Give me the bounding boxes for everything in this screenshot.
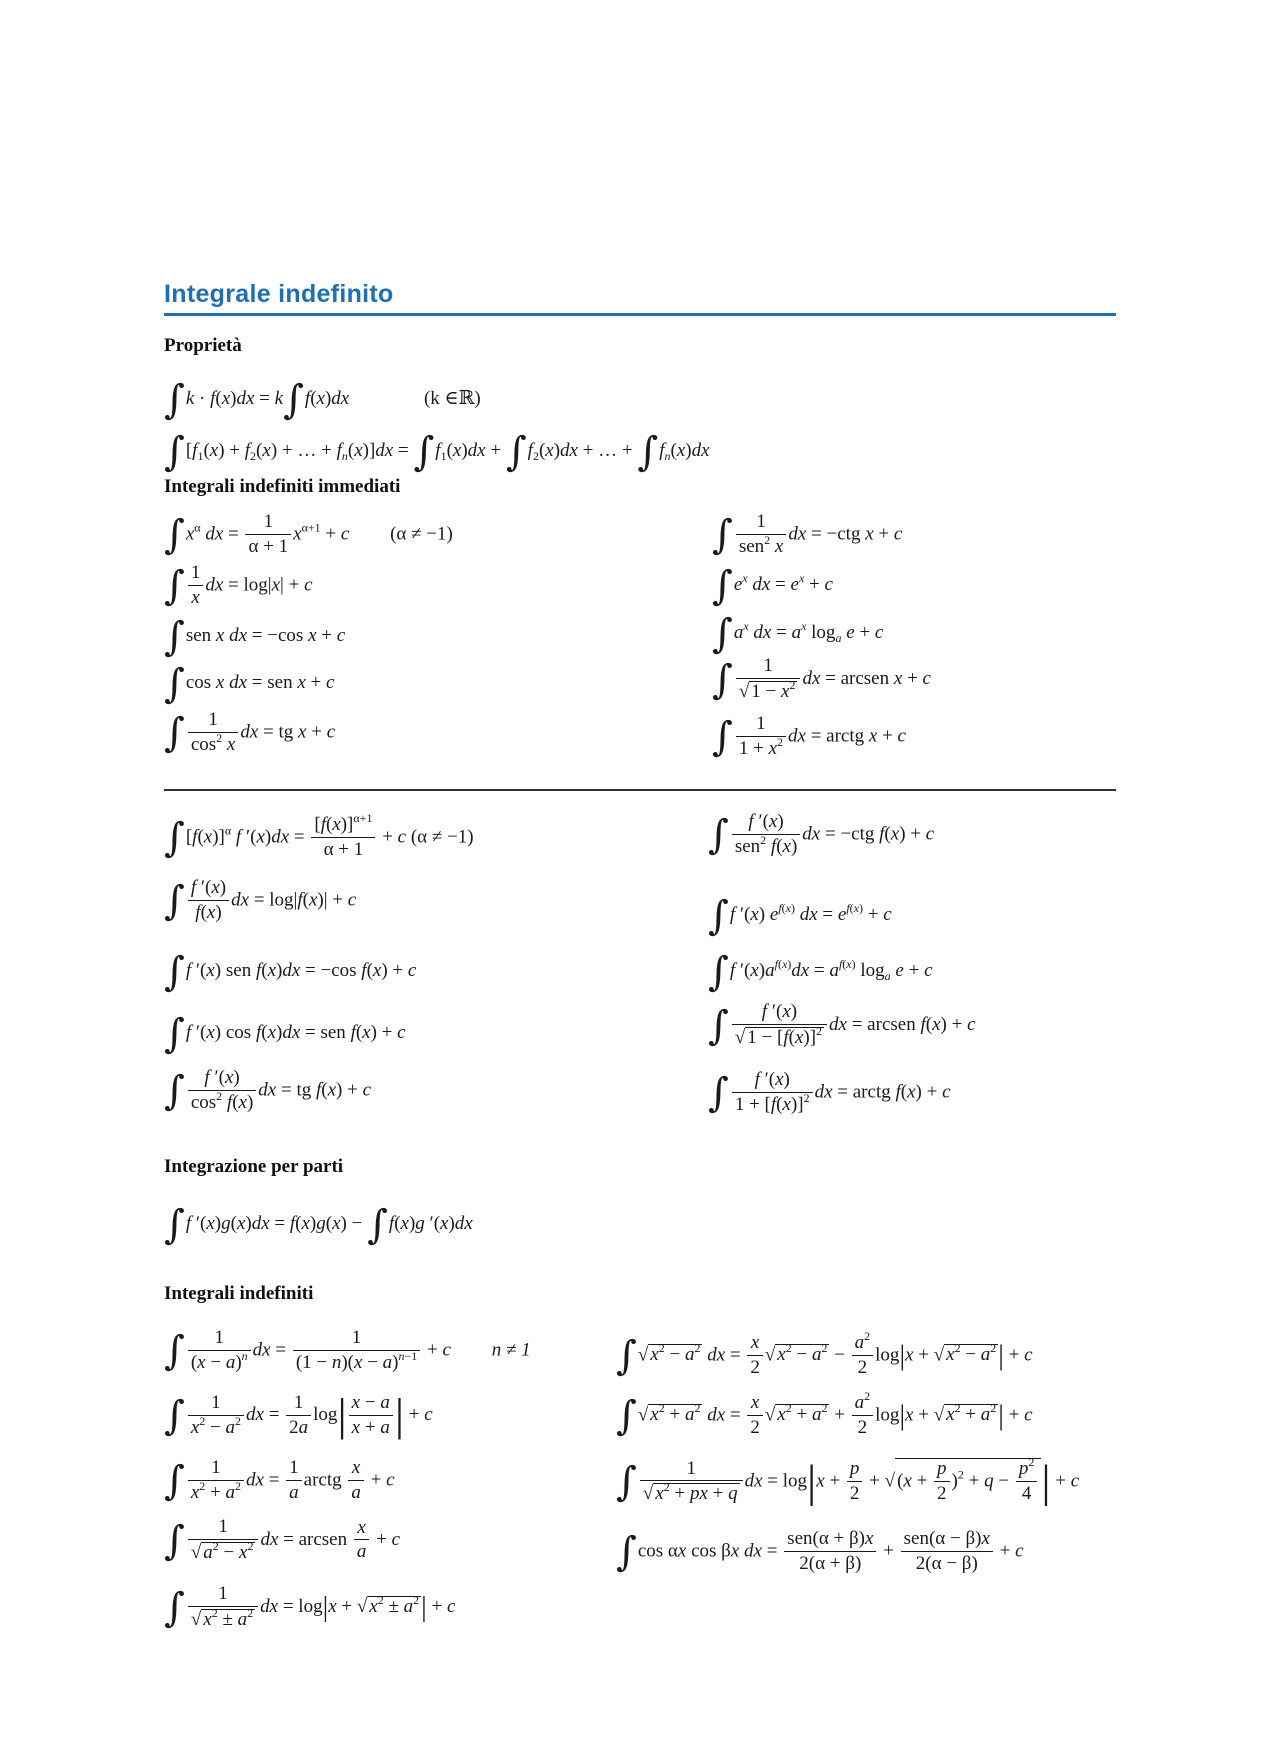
heading-proprieta: Proprietà [164,335,242,356]
formula-chain-power: $\int[f(x)]^\alpha$ f ′(x)dx = $\frac{[f(x)]^{\alpha+1}}{\alpha + 1}$ + c (α ≠ −1) [164,811,474,862]
formula-chain-cos: ∫f ′(x) cos f(x)dx = sen f(x) + c [164,1011,406,1057]
formula-partial-fraction-log: ∫ $\frac{1}{x^2 - a^2}$ dx = $\frac{1}{2a}$ log| $\frac{x - a}{x + a}$ | + c [164,1389,433,1440]
formula-arctan: ∫ $\frac{1}{1 + x^2}$ dx = arctg x + c [712,713,906,761]
formula-chain-sec2: ∫ $\frac{f '(x)}{\cos^2 f(x)}$ dx = tg f(x) + c [164,1067,372,1115]
formula-arcsin: ∫ $\frac{1}{√ 1 - x^2}$ dx = arcsen x + c [712,655,931,703]
formula-exp: $\int e^x$ dx = $e^x + c$ [712,563,833,609]
formula-log-sqrt: ∫ $\frac{1}{√ x^2 \pm a^2}$ dx = log|x + √ $x^2 \pm a^2| + c$ [164,1583,456,1631]
formula-sqrt-x2-plus-a2: ∫√ $x^2 + a^2$ dx = $\frac{x}{2}$ √ $x^2 + a^2$ + $\frac{a^2}{2}$ log|x + √ $x^2 + a^2| + c$ [616,1389,1033,1440]
formula-arctan-a: ∫ $\frac{1}{x^2 + a^2}$ dx = $\frac{1}{a}$ arctg $\frac{x}{a}$ + c [164,1457,395,1505]
heading-indefiniti: Integrali indefiniti [164,1283,314,1304]
formula-sec2: ∫ $\frac{1}{\cos^2 x}$ dx = tg x + c [164,709,336,757]
heading-per-parti: Integrazione per parti [164,1156,344,1177]
formula-cos: ∫cos x dx = sen x + c [164,661,335,707]
formula-linearity-constant: ∫k · f(x)dx = k∫f(x)dx (k ∈ℝ) [164,377,481,423]
formula-exp-base-a: $\int a^x$ dx = $a^x$ $\log_a e + c$ [712,611,884,657]
formula-integration-by-parts: ∫f ′(x)g(x)dx = f(x)g(x) − ∫f(x)g ′(x)dx [164,1202,473,1248]
formula-cos-product: ∫cos αx cos βx dx = $\frac{\text{sen(α + β)x}}{2(\alpha + \beta)}$ + $\frac{\text{sen(α − β)x}}{2(\alpha - \beta)}$ + c [616,1528,1024,1576]
section-divider [164,789,1116,791]
heading-immediati: Integrali indefiniti immediati [164,476,401,497]
formula-csc2: ∫ $\frac{1}{sen^2 x}$ dx = −ctg x + c [712,511,903,559]
formula-chain-arcsin: ∫ $\frac{f '(x)}{√ 1 - [f(x)]^2}$ dx = arcsen f(x) + c [708,1001,976,1049]
formula-reciprocal: ∫ $\frac{1}{x}$ dx = log|x| + c [164,562,313,610]
formula-quadratic-log: ∫ $\frac{1}{√ x^2 + px + q}$ dx = log|x + $\frac{p}{2}$ + √ (x + $\frac{p}{2}$ )$^2$ + q − $\frac{p^2}{4}$ | + c [616,1455,1080,1507]
formula-power: $\int x^\alpha$ dx = $\frac{1}{\alpha + 1}$ $x^{\alpha+1} + c$ (α ≠ −1) [164,511,453,559]
formula-arcsin-a: ∫ $\frac{1}{√ a^2 - x^2}$ dx = arcsen $\frac{x}{a}$ + c [164,1516,401,1564]
formula-chain-arctan: ∫ $\frac{f '(x)}{1 + [f(x)]^2}$ dx = arctg f(x) + c [708,1069,951,1117]
condition-n: n ≠ 1 [491,1339,531,1361]
condition-k-real: (k ∈ℝ) [423,388,481,409]
title-underline [164,313,1116,316]
formula-chain-sin: ∫f ′(x) sen f(x)dx = −cos f(x) + c [164,949,417,995]
formula-chain-log: ∫ $\frac{f '(x)}{f(x)}$ dx = log|f(x)| + c [164,877,357,925]
formula-chain-exp: ∫f ′(x) $e^{f(x)}$ dx = $e^{f(x)} + c$ [708,893,892,939]
formula-sqrt-x2-minus-a2: ∫√ $x^2 - a^2$ dx = $\frac{x}{2}$ √ $x^2 - a^2$ − $\frac{a^2}{2}$ log|x + √ $x^2 - a^2| + c$ [616,1329,1033,1380]
formula-linearity-sum: $\int[f_1(x) + f_2(x)$ + … + $f_n(x)]dx = \int f_1(x)dx + \int f_2(x)dx$ + … + $\int f_n(x)dx$ [164,429,710,475]
condition-alpha: (α ≠ −1) [390,523,453,545]
formula-chain-exp-a: ∫f $'(x)a^{f(x)}dx = a^{f(x)}$ $\log_a e + c$ [708,949,933,995]
formula-chain-csc2: ∫ $\frac{f '(x)}{sen^2 f(x)}$ dx = −ctg f(x) + c [708,811,935,859]
formula-rational-power: ∫ $\frac{1}{(x - a)^n}$ dx = $\frac{1}{(1 - n)(x - a)^{n-1}}$ + c n ≠ 1 [164,1327,531,1375]
page-title: Integrale indefinito [164,280,394,308]
formula-sin: ∫sen x dx = −cos x + c [164,614,346,660]
